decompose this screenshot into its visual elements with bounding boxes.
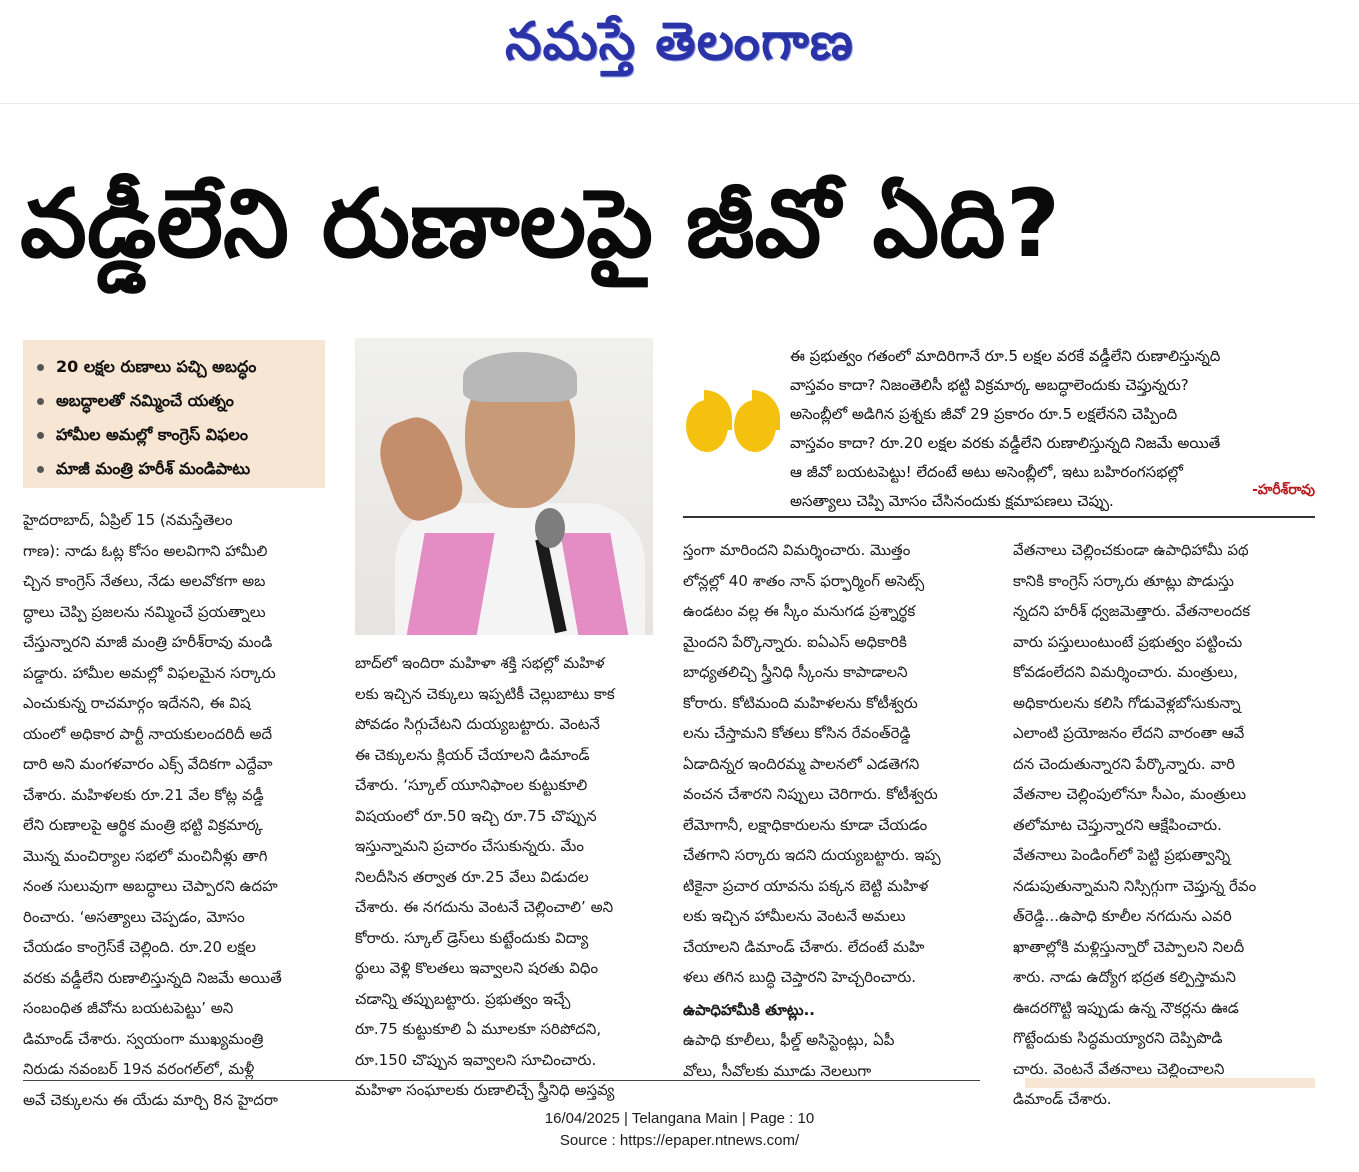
article-line: నంత సులువుగా అబద్ధాలు చెప్పారని ఉదహ: [23, 877, 278, 895]
article-line: చేయాలని డిమాండ్‌ చేశారు. లేదంటే మహి: [683, 937, 925, 956]
article-line: చేశారు. ‘స్కూల్‌ యూనిఫాంల కుట్టుకూలి: [355, 776, 588, 794]
article-line: కోరారు. కోటిమంది మహిళలను కోటీశ్వరు: [683, 693, 918, 712]
article-line: ఎలాంటి ప్రయోజనం లేదని వారంతా ఆవే: [1013, 724, 1245, 742]
article-line: ళలు తగిన బుద్ధి చెప్తారని హెచ్చరించారు.: [683, 968, 917, 986]
article-column-2: [355, 648, 653, 1106]
footer-source: Source : https://epaper.ntnews.com/: [559, 1132, 800, 1149]
article-line: వరకు వడ్డీలేని రుణాలిస్తున్నది నిజమే అయితే: [23, 968, 282, 987]
quote-line: వాస్తవం కాదా? రూ.20 లక్షల వరకు వడ్డీలేని రుణాలిస్తున్నది నిజమే అయితే: [790, 434, 1221, 452]
article-line: బాధ్యతలిచ్చి స్త్రీనిధి స్కీంను కాపాడాలని: [683, 663, 908, 681]
article-line: పోవడం సిగ్గుచేటని దుయ్యబట్టారు. వెంటనే: [355, 715, 600, 733]
highlight-text: హామీల అమల్లో కాంగ్రెస్‌ విఫలం: [56, 425, 248, 444]
article-line: ఈ చెక్కులను క్లియర్‌ చేయాలని డిమాండ్‌: [355, 745, 590, 764]
article-line: శారు. నాడు ఉద్యోగ భద్రత కల్పిస్తామని: [1013, 968, 1236, 986]
masthead: [0, 0, 1359, 100]
article-line: మైందని పేర్కొన్నారు. ఐఏఎస్‌ అధికారికి: [683, 632, 907, 651]
article-line: నడుపుతున్నామని నిస్సిగ్గుగా చెప్తున్న రేవం: [1013, 876, 1257, 895]
article-line: లకు ఇచ్చిన హామీలను వెంటనే అమలు: [683, 907, 906, 925]
article-line: ద్ధాలు చెప్పి ప్రజలను నమ్మించే ప్రయత్నాలు: [23, 602, 266, 621]
article-line: నిలదీసిన తర్వాత రూ.25 వేలు విడుదల: [355, 867, 589, 886]
article-line: ఇస్తున్నామని ప్రచారం చేసుకున్నరు. మేం: [355, 837, 584, 855]
article-line: దారి అని మంగళవారం ఎక్స్‌ వేదికగా ఎద్దేవా: [23, 755, 273, 773]
article-line: కానికి కాంగ్రెస్‌ సర్కారు తూట్లు పొడుస్తు: [1013, 571, 1234, 590]
highlight-item: [37, 350, 315, 384]
article-line: వేతనాల చెల్లింపులోనూ సీఎం, మంత్రులు: [1013, 785, 1247, 803]
article-line: బాద్‌లో ఇందిరా మహిళా శక్తి సభల్లో మహిళ: [355, 654, 605, 672]
article-line: వోలు, సీవోలకు మూడు నెలలుగా: [683, 1061, 872, 1080]
article-line: డిమాండ్‌ చేశారు. స్వయంగా ముఖ్యమంత్రి: [23, 1029, 264, 1048]
article-line: అధికారులను కలిసి గోడువెళ్లబోసుకున్నా: [1013, 693, 1241, 712]
article-line: గాణ): నాడు ఓట్ల కోసం అలవిగాని హామీలి: [23, 541, 268, 560]
article-line: చ్చిన కాంగ్రెస్‌ నేతలు, నేడు అలవోకగా అబ: [23, 572, 266, 590]
article-line: ఖాతాల్లోకి మళ్లిస్తున్నారో చెప్పాలని నిలదీ: [1013, 937, 1245, 956]
quote-marks-icon: [686, 400, 781, 460]
article-line: రూ.75 కుట్టుకూలి ఏ మూలకూ సరిపోదని,: [355, 1020, 602, 1038]
article-line: అవే చెక్కులను ఈ యేడు మార్చి 8న హైదరా: [23, 1090, 278, 1109]
quote-line: ఈ ప్రభుత్వం గతంలో మాదిరిగానే రూ.5 లక్షల వరకే వడ్డీలేని రుణాలిస్తున్నది: [790, 347, 1221, 365]
article-line: విషయంలో రూ.50 ఇచ్చి రూ.75 చొప్పున: [355, 806, 597, 825]
quote-line: అసెంబ్లీలో అడిగిన ప్రశ్నకు జీవో 29 ప్రకారం రూ.5 లక్షలేనని చెప్పింది: [790, 405, 1178, 423]
article-line: లకు ఇచ్చిన చెక్కులు ఇప్పటికీ చెల్లుబాటు కాక: [355, 684, 615, 703]
highlight-text: 20 లక్షల రుణాలు పచ్చి అబద్ధం: [56, 357, 257, 376]
article-line: తలోమాట చెప్తున్నారని ఆక్షేపించారు.: [1013, 815, 1222, 834]
article-line: చడాన్ని తప్పుబట్టారు. ప్రభుత్వం ఇచ్చే: [355, 989, 571, 1008]
article-line: లేని రుణాలపై ఆర్థిక మంత్రి భట్టి విక్రమార్క: [23, 816, 263, 834]
highlight-item: [37, 452, 315, 486]
highlight-text: మాజీ మంత్రి హరీశ్‌ మండిపాటు: [56, 459, 251, 478]
article-line: ఉండటం వల్ల ఈ స్కీం మనుగడ ప్రశ్నార్థక: [683, 602, 916, 620]
article-column-3: [683, 535, 983, 1086]
article-line: వేతనాలు పెండింగ్‌లో పెట్టి ప్రభుత్వాన్ని: [1013, 846, 1231, 864]
article-line: వారు పస్తులుంటుంటే ప్రభుత్వం పట్టించు: [1013, 632, 1243, 651]
highlights-box: [23, 340, 325, 488]
article-line: ఊదరగొట్టి ఇప్పుడు ఉన్న నౌకర్లను ఊడ: [1013, 998, 1239, 1017]
article-line: టికైనా ప్రచార యావను పక్కన బెట్టి మహిళ: [683, 876, 929, 895]
article-line: గొట్టేందుకు సిద్ధమయ్యారని దెప్పిపొడి: [1013, 1029, 1223, 1047]
article-line: హైదరాబాద్‌, ఏప్రిల్‌ 15 (నమస్తేతెలం: [23, 511, 233, 529]
article-line: మొన్న మంచిర్యాల సభలో మంచినీళ్లు తాగి: [23, 846, 268, 865]
article-line: లోన్లల్లో 40 శాతం నాన్‌ ఫర్ఫార్మింగ్‌ అసెట్స్‌: [683, 571, 925, 590]
page-footer: [0, 1108, 1359, 1152]
article-line: చేస్తున్నారని మాజీ మంత్రి హరీశ్‌రావు మండి: [23, 633, 273, 651]
article-line: దన చెందుతున్నారని పేర్కొన్నారు. వారి: [1013, 754, 1236, 773]
highlight-text: అబద్ధాలతో నమ్మించే యత్నం: [56, 391, 234, 410]
quote-line: వాస్తవం కాదా? నిజంతెలిసీ భట్టి విక్రమార్క అబద్ధాలెందుకు చెప్తున్నరు?: [790, 376, 1189, 394]
bullet-icon: [37, 398, 44, 405]
article-line: లేమోగానీ, లక్షాధికారులను కూడా చేయడం: [683, 815, 928, 834]
article-line: స్తంగా మారిందని విమర్శించారు. మొత్తం: [683, 541, 911, 559]
bullet-icon: [37, 466, 44, 473]
section-subhead: ఉపాధిహామీకి తూట్లు..: [683, 1000, 815, 1019]
quote-attribution: -హరీశ్‌రావు: [1252, 482, 1315, 498]
bottom-divider: [23, 1080, 980, 1081]
speaker-photo: [355, 338, 653, 635]
article-line: త్‌రెడ్డి...ఉపాధి కూలీల నగదును ఎవరి: [1013, 907, 1232, 925]
article-line: చేయడం కాంగ్రెస్‌కే చెల్లింది. రూ.20 లక్షల: [23, 938, 256, 956]
article-line: కోరారు. స్కూల్‌ డ్రెస్‌లు కుట్టేందుకు విద్యా: [355, 928, 589, 947]
article-column-4: [1013, 535, 1315, 1115]
article-line: ర్థులు వెళ్లి కొలతలు ఇవ్వాలని షరతు విధిం: [355, 959, 599, 977]
article-line: కోవడంలేదని విమర్శించారు. మంత్రులు,: [1013, 663, 1239, 681]
article-line: యంలో అధికార పార్టీ నాయకులందరిదీ అదే: [23, 724, 273, 743]
quote-line: అసత్యాలు చెప్పి మోసం చేసినందుకు క్షమాపణలు చెప్పు.: [790, 492, 1114, 510]
article-line: చేశారు. ఈ నగదును వెంటనే చెల్లించాలి’ అని: [355, 898, 614, 916]
bullet-icon: [37, 432, 44, 439]
article-line: ఎంచుకున్న రాచమార్గం ఇదేనని, ఈ విష: [23, 694, 251, 712]
bottom-accent-bar: [1025, 1078, 1315, 1088]
article-line: నిరుడు నవంబర్‌ 19న వరంగల్‌లో, మళ్లీ: [23, 1060, 255, 1078]
highlight-item: [37, 384, 315, 418]
quote-line: ఆ జీవో బయటపెట్టు! లేదంటే అటు అసెంబ్లీలో, ఇటు బహిరంగసభల్లో: [790, 463, 1183, 481]
article-line: చేశారు. మహిళలకు రూ.21 వేల కోట్ల వడ్డీ: [23, 785, 264, 804]
article-line: డిమాండ్‌ చేశారు.: [1013, 1090, 1112, 1108]
article-line: లను చేస్తామని కోతలు కోసిన రేవంత్‌రెడ్డి: [683, 724, 911, 742]
article-line: వంచన చేశారని నిప్పులు చెరిగారు. కోటీశ్వరు: [683, 785, 938, 803]
article-line: సంబంధిత జీవోను బయటపెట్టు’ అని: [23, 999, 234, 1017]
article-line: పడ్డారు. హామీల అమల్లో విఫలమైన సర్కారు: [23, 663, 276, 682]
article-line: మహిళా సంఘాలకు రుణాలిచ్చే స్త్రీనిధి అస్తవ్య: [355, 1081, 615, 1099]
headline: వడ్డీలేని రుణాలపై జీవో ఏది?: [20, 170, 1061, 279]
article-line: చేతగాని సర్కారు ఇదని దుయ్యబట్టారు. ఇప్ప: [683, 846, 941, 864]
article-line: వేతనాలు చెల్లించకుండా ఉపాధిహామీ పథ: [1013, 541, 1249, 559]
article-line: రూ.150 చొప్పున ఇవ్వాలని సూచించారు.: [355, 1050, 597, 1069]
bullet-icon: [37, 364, 44, 371]
article-line: న్నదని హరీశ్‌ ధ్వజమెత్తారు. వేతనాలందక: [1013, 602, 1251, 620]
microphone-icon: [535, 508, 565, 548]
newspaper-logo: నమస్తే తెలంగాణ: [505, 12, 854, 72]
article-line: చారు. వెంటనే వేతనాలు చెల్లించాలని: [1013, 1059, 1225, 1078]
article-line: ఉపాధి కూలీలు, ఫీల్డ్‌ అసిస్టెంట్లు, ఏపీ: [683, 1031, 895, 1049]
quote-divider: [683, 516, 1315, 518]
highlight-item: [37, 418, 315, 452]
article-column-1: [23, 505, 325, 1115]
article-line: రించారు. ‘అసత్యాలు చెప్పడం, మోసం: [23, 907, 245, 926]
footer-edition: 16/04/2025 | Telangana Main | Page : 10: [544, 1110, 815, 1127]
article-line: ఏడాదిన్నర ఇందిరమ్మ పాలనలో ఎడతెగని: [683, 754, 920, 773]
masthead-divider: [0, 103, 1359, 104]
